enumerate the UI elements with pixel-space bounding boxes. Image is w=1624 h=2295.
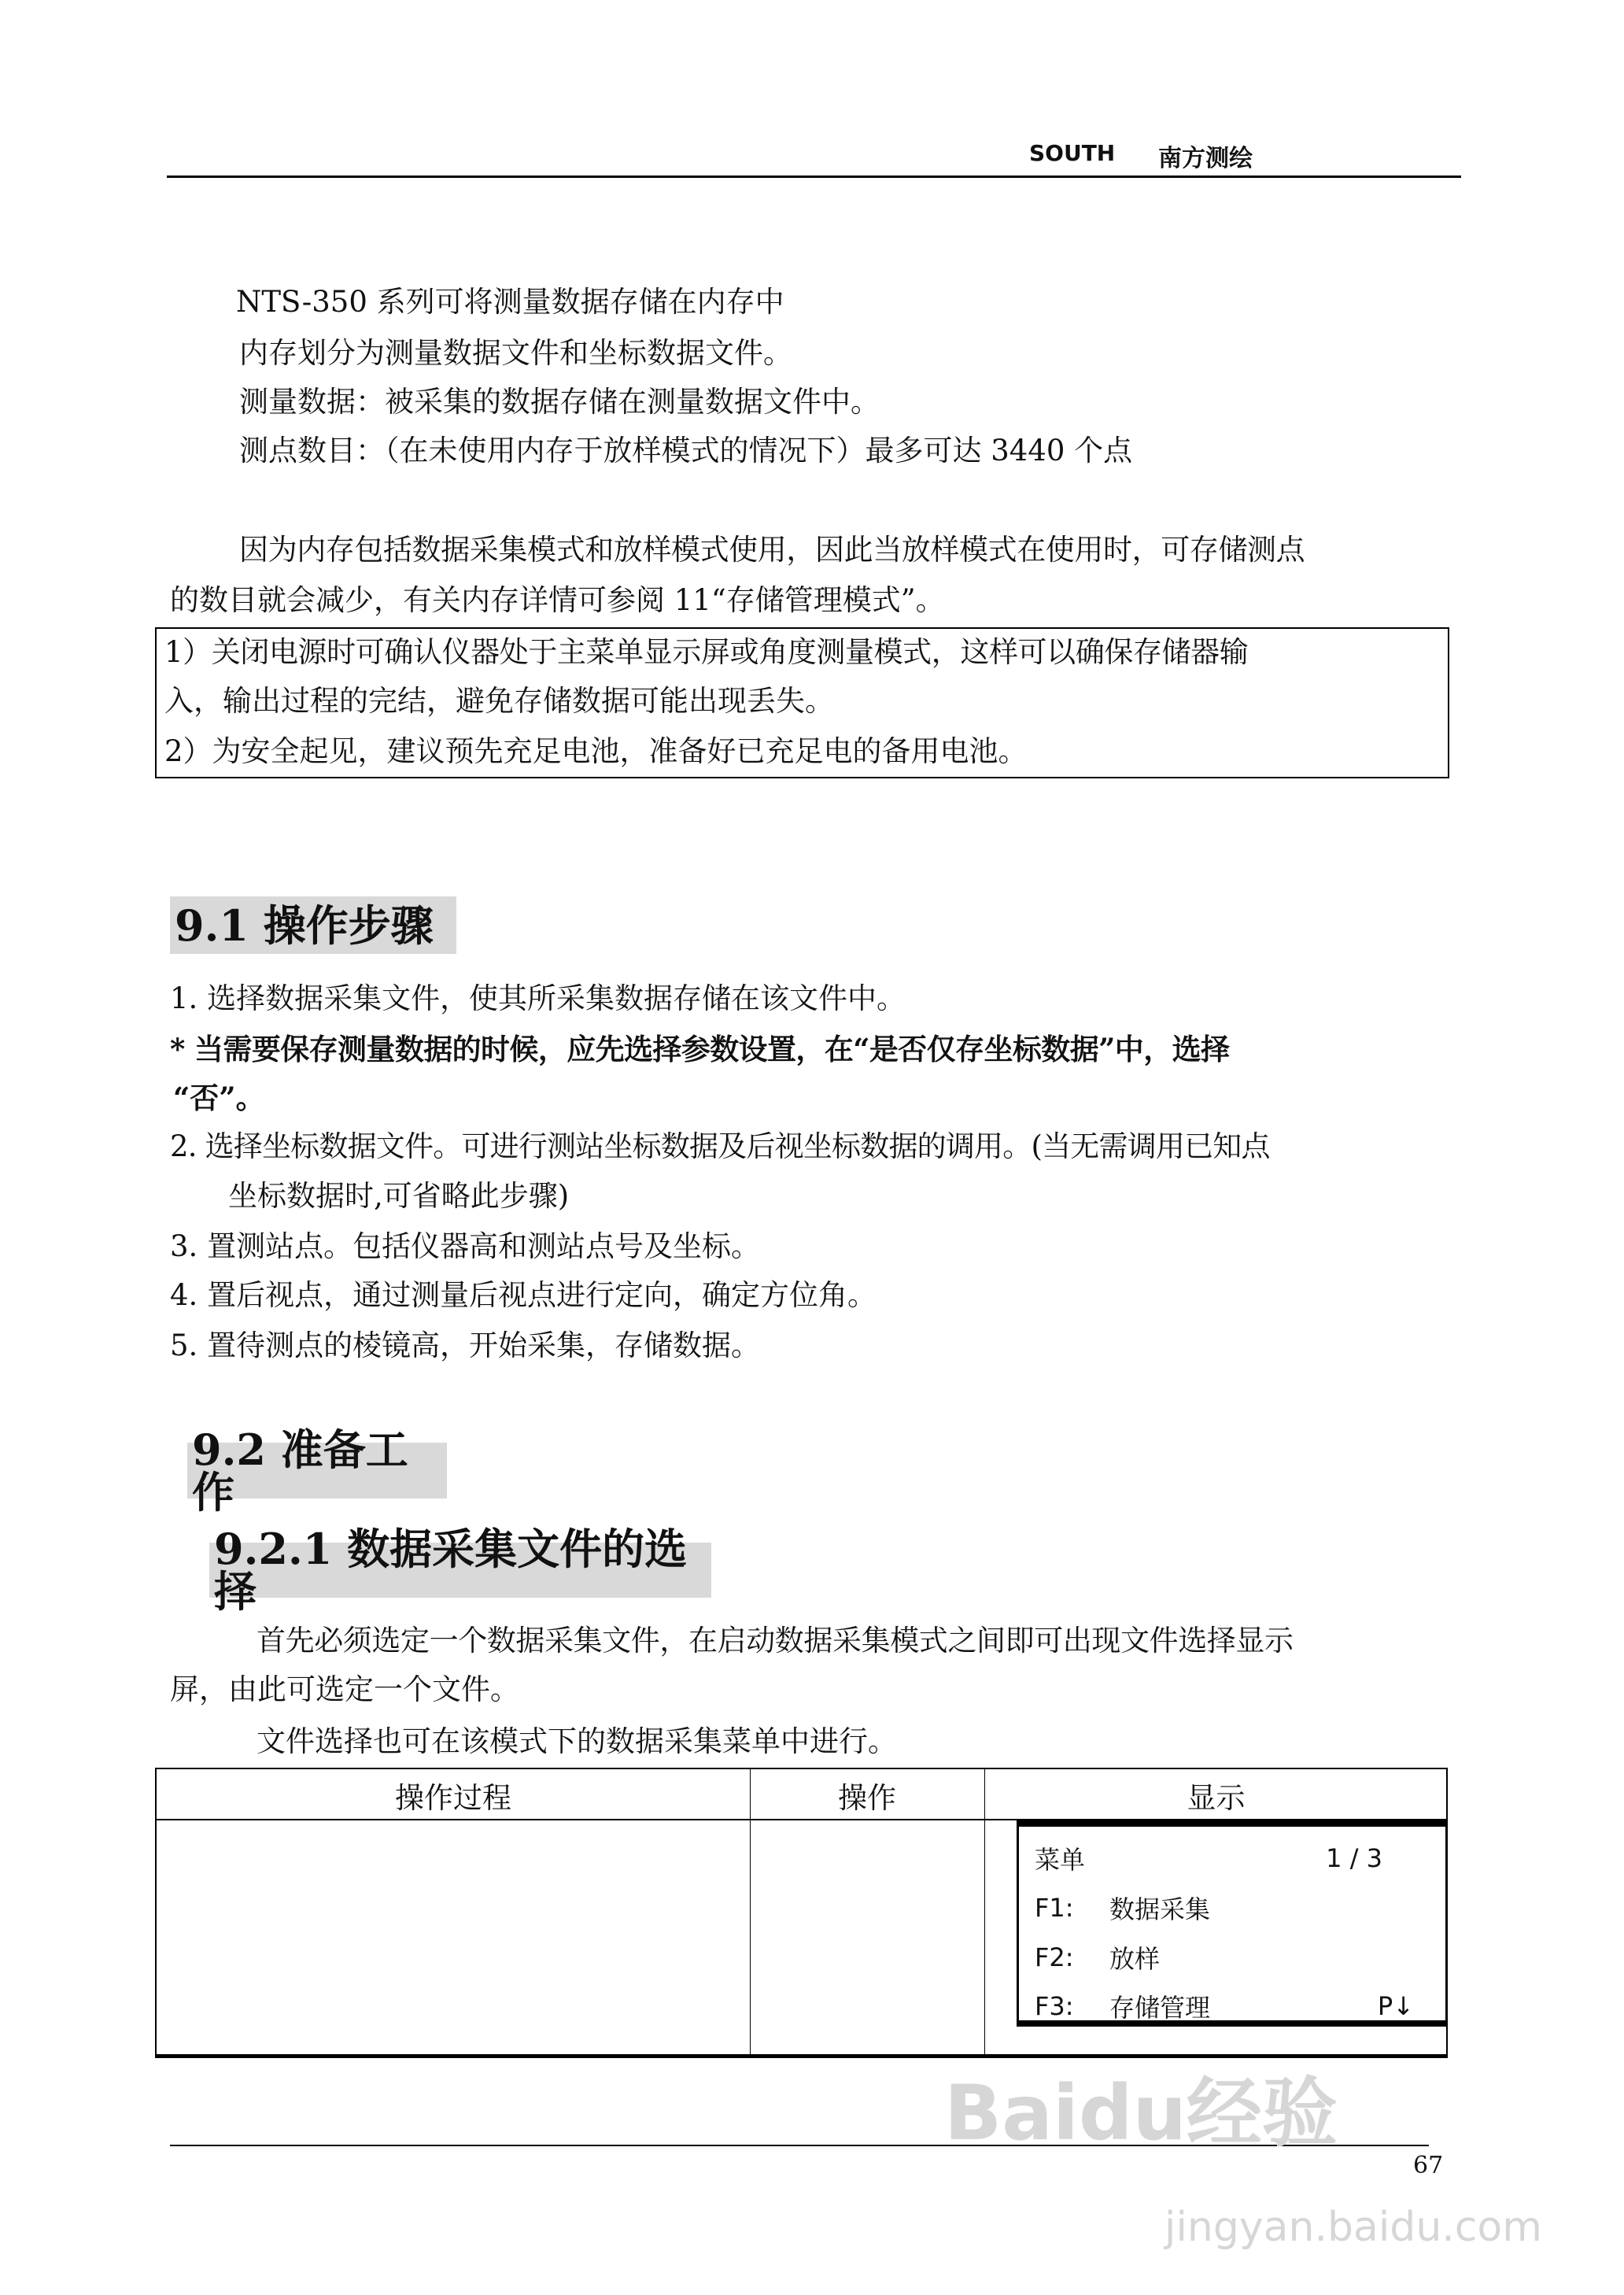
lcd-menu-item [1035, 1942, 1430, 1973]
watermark-url: jingyan.baidu.com [1164, 2204, 1542, 2251]
step-note-line: “否”。 [173, 1081, 265, 1115]
lcd-title-row [1035, 1842, 1430, 1874]
para-line: 屏，由此可选定一个文件。 [170, 1672, 519, 1706]
para-line: 文件选择也可在该模式下的数据采集菜单中进行。 [257, 1724, 897, 1758]
lcd-label: 数据采集 [1109, 1894, 1211, 1924]
lcd-display [1017, 1820, 1448, 2027]
watermark-logo: Baidu经验 [944, 2069, 1338, 2157]
para-line: 因为内存包括数据采集模式和放样模式使用，因此当放样模式在使用时，可存储测点 [239, 533, 1305, 567]
lcd-label: 存储管理 [1109, 1993, 1211, 2023]
lcd-title: 菜单 [1035, 1845, 1086, 1875]
table-header-procedure: 操作过程 [395, 1780, 511, 1815]
note-line: 2）为安全起见，建议预先充足电池，准备好已充足电的备用电池。 [164, 734, 1028, 768]
lcd-page: 1 / 3 [1326, 1843, 1382, 1873]
intro-line: 内存划分为测量数据文件和坐标数据文件。 [239, 336, 792, 370]
note-line: 1）关闭电源时可确认仪器处于主菜单显示屏或角度测量模式，这样可以确保存储器输 [164, 635, 1249, 669]
note-box [155, 627, 1449, 778]
para-line: 首先必须选定一个数据采集文件，在启动数据采集模式之间即可出现文件选择显示 [257, 1624, 1294, 1658]
lcd-menu-item [1035, 1892, 1430, 1924]
lcd-key: F1: [1035, 1893, 1074, 1923]
table-divider [984, 1769, 985, 2054]
para-line: 的数目就会减少，有关内存详情可参阅 11“存储管理模式”。 [170, 583, 945, 617]
intro-line: 测量数据：被采集的数据存储在测量数据文件中。 [239, 385, 880, 419]
section-heading-9-2-1: 9.2.1 数据采集文件的选择 [209, 1543, 711, 1598]
step-note-line: * 当需要保存测量数据的时候，应先选择参数设置，在“是否仅存坐标数据”中，选择 [170, 1032, 1230, 1066]
table-header-display: 显示 [1187, 1780, 1246, 1815]
step-line: 5. 置待测点的棱镜高，开始采集，存储数据。 [170, 1329, 761, 1362]
lcd-label: 放样 [1109, 1944, 1161, 1974]
step-line: 2. 选择坐标数据文件。可进行测站坐标数据及后视坐标数据的调用。(当无需调用已知点 [170, 1129, 1270, 1163]
lcd-menu-item [1035, 1990, 1430, 2022]
table-header-operation: 操作 [838, 1780, 896, 1815]
lcd-key: F2: [1035, 1942, 1074, 1972]
intro-line: NTS-350 系列可将测量数据存储在内存中 [236, 285, 784, 319]
header-brand: SOUTH [1029, 140, 1116, 166]
section-heading-9-1: 9.1 操作步骤 [170, 896, 456, 954]
step-line: 4. 置后视点，通过测量后视点进行定向，确定方位角。 [170, 1278, 877, 1312]
header-rule [167, 176, 1461, 178]
lcd-page-down: P↓ [1377, 1991, 1414, 2021]
note-line: 入，输出过程的完结，避免存储数据可能出现丢失。 [164, 684, 834, 718]
header-brand-cn: 南方测绘 [1158, 145, 1253, 172]
lcd-key: F3: [1035, 1991, 1074, 2021]
intro-line: 测点数目：（在未使用内存于放样模式的情况下）最多可达 3440 个点 [239, 434, 1133, 468]
step-line: 1. 选择数据采集文件，使其所采集数据存储在该文件中。 [170, 981, 906, 1015]
procedure-table [155, 1768, 1448, 2058]
section-heading-9-2: 9.2 准备工作 [187, 1443, 447, 1499]
step-line: 3. 置测站点。包括仪器高和测站点号及坐标。 [170, 1229, 761, 1263]
table-divider [750, 1769, 751, 2054]
step-line: 坐标数据时,可省略此步骤) [228, 1179, 570, 1213]
page-number: 67 [1413, 2152, 1444, 2179]
